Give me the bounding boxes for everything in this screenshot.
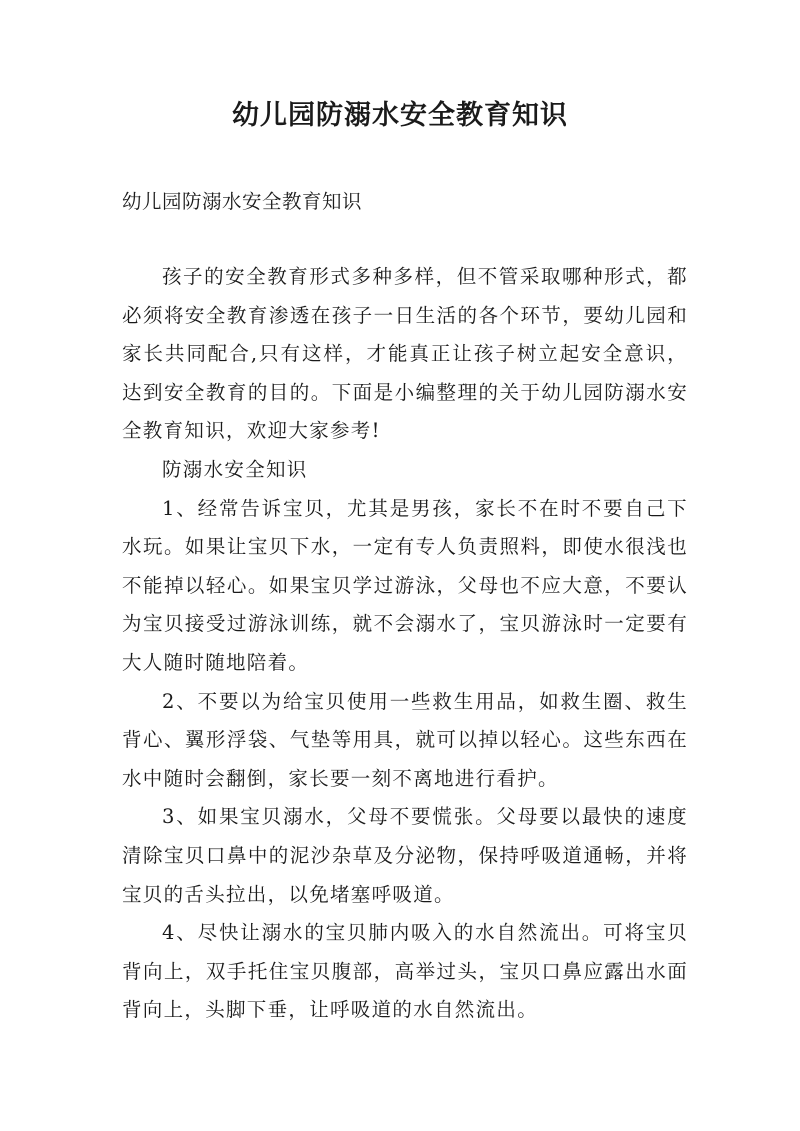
document-title: 幼儿园防溺水安全教育知识 (232, 100, 568, 131)
document-body (122, 258, 688, 1030)
tip-paragraph-1: 1、经常告诉宝贝，尤其是男孩，家长不在时不要自己下水玩。如果让宝贝下水，一定有专人负责照料，即使水很浅也不能掉以轻心。如果宝贝学过游泳，父母也不应大意，不要认为宝贝接受过游泳训练，就不会溺水了，宝贝游泳时一定要有大人随时随地陪着。 (122, 496, 688, 674)
document-subtitle: 幼儿园防溺水安全教育知识 (122, 190, 363, 213)
intro-paragraph: 孩子的安全教育形式多种多样，但不管采取哪种形式，都必须将安全教育渗透在孩子一日生活的各个环节，要幼儿园和家长共同配合,只有这样，才能真正让孩子树立起安全意识，达到安全教育的目的。下面是小编整理的关于幼儿园防溺水安全教育知识，欢迎大家参考! (122, 265, 688, 443)
tip-paragraph-3: 3、如果宝贝溺水，父母不要慌张。父母要以最快的速度清除宝贝口鼻中的泥沙杂草及分泌物，保持呼吸道通畅，并将宝贝的舌头拉出，以免堵塞呼吸道。 (122, 805, 688, 906)
section-heading: 防溺水安全知识 (162, 457, 308, 481)
tip-paragraph-2: 2、不要以为给宝贝使用一些救生用品，如救生圈、救生背心、翼形浮袋、气垫等用具，就可以掉以轻心。这些东西在水中随时会翻倒，家长要一刻不离地进行看护。 (122, 689, 688, 790)
tip-paragraph-4: 4、尽快让溺水的宝贝肺内吸入的水自然流出。可将宝贝背向上，双手托住宝贝腹部，高举过头，宝贝口鼻应露出水面背向上，头脚下垂，让呼吸道的水自然流出。 (122, 921, 688, 1022)
